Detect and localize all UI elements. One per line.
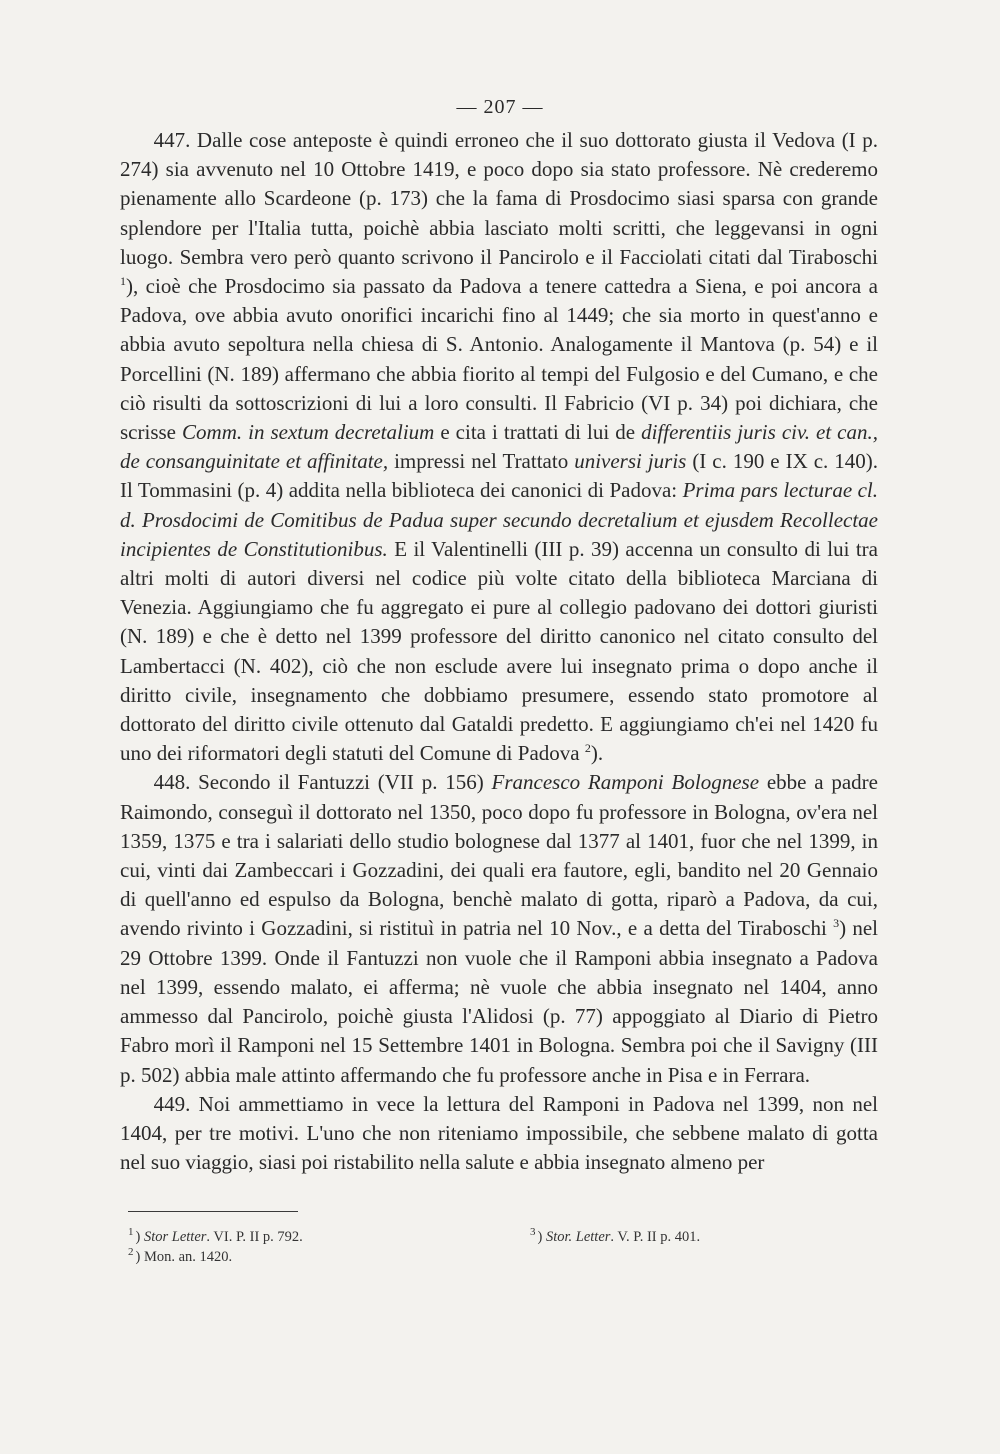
footnote-source: Stor. Letter [545,1229,611,1245]
footnote-reference: 3 [833,916,840,931]
footnote-source: Mon. an. 1420. [143,1249,233,1265]
footnote-ref: . VI. P. II p. 792. [206,1229,303,1245]
italic-title: Prima pars lecturae cl. d. Prosdocimi de Comitibus de Padua super secundo decretalium et ejusdem Recollectae incipientes de Constitutionibus. [120,478,878,561]
paragraph-448 [120,768,878,1089]
text-run: ebbe a padre Raimondo, conseguì il dottorato nel 1350, poco dopo fu professore in Bologna, ov'era nel 1359, 1375 e tra i salariati dello studio bolognese dal 1377 al 1401, fuor che nel 1399, in cui, vinti dai Zambeccari i Gozzadini, dei quali era fautore, egli, bandito nel 20 Gennaio di quell'anno ed espulso da Bologna, benchè malato di gotta, riparò a Padova, da cui, avendo rivinto i Gozzadini, si ristituì in patria nel 10 Nov., e a detta del Tiraboschi [120,770,878,941]
paragraph-449 [120,1090,878,1178]
footnote-1: $^1$ ) Stor Letter. VI. P. II p. 792. [128,1226,303,1245]
page-number: — 207 — [456,96,544,118]
footnote-ref: . V. P. II p. 401. [610,1229,701,1245]
text-run: 448. Secondo il Fantuzzi (VII p. 156) [153,770,492,795]
footnote-2: $^2$ ) Mon. an. 1420. [128,1246,233,1265]
footnote-source: Stor Letter [143,1229,207,1245]
text-run: ). [590,741,604,766]
italic-title: Francesco Ramponi Bolognese [491,770,760,795]
italic-title: universi juris [574,449,687,474]
body-text [120,126,878,1177]
paragraph-447 [120,126,878,768]
footnote-reference: 2 [584,741,591,756]
italic-title: differentiis juris civ. et can., de consanguinitate et affinitate, [120,420,878,474]
footnote-separator [128,1211,298,1212]
footnote-mark: 3 [530,1226,536,1239]
text-run: impressi nel Trattato [388,449,575,474]
text-run: ), cioè che Prosdocimo sia passato da Padova a tenere cattedra a Siena, e poi ancora a Padova, ove abbia avuto onorifici incarichi fino al 1449; che sia morto in quest'anno e abbia avuto sepoltura nella chiesa di S. Antonio. Analogamente il Mantova (p. 54) e il Porcellini (N. 189) affermano che abbia fiorito al tempi del Fulgosio e del Cumano, e che ciò risulti da sottoscrizioni di lui a loro consulti. Il Fabricio (VI p. 34) poi dichiara, che scrisse [120,274,878,445]
text-run: (I c. 190 e IX c. 140). Il Tommasini (p. 4) addita nella biblioteca dei canonici di Padova: [120,449,878,503]
text-run: 449. Noi ammettiamo in vece la lettura del Ramponi in Padova nel 1399, non nel 1404, per tre motivi. L'uno che non riteniamo impossibile, che sebbene malato di gotta nel suo viaggio, siasi poi ristabilito nella salute e abbia insegnato almeno per [120,1091,878,1175]
footnote-mark: 2 [128,1246,134,1259]
text-run: E il Valentinelli (III p. 39) accenna un consulto di lui tra altri molti di autori diversi nel codice più volte citato della biblioteca Marciana di Venezia. Aggiungiamo che fu aggregato ei pure al collegio padovano dei dottori giuristi (N. 189) e che è detto nel 1399 professore del diritto canonico nel citato consulto del Lambertacci (N. 402), ciò che non esclude avere lui insegnato prima o dopo anche il diritto civile, insegnamento che dobbiamo presumere, essendo stato promotore al dottorato del diritto civile ottenuto dal Gataldi predetto. E aggiungiamo ch'ei nel 1420 fu uno dei riformatori degli statuti del Comune di Padova [120,536,878,766]
text-run: 447. Dalle cose anteposte è quindi erroneo che il suo dottorato giusta il Vedova (I p. 274) sia avvenuto nel 10 Ottobre 1419, e poco dopo sia stato professore. Nè crederemo pienamente allo Scardeone (p. 173) che la fama di Prosdocimo siasi sparsa con grande splendore per l'Italia tutta, poichè abbia lasciato molti scritti, che leggevansi in ogni luogo. Sembra vero però quanto scrivono il Pancirolo e il Facciolati citati dal Tiraboschi [120,128,878,269]
footnote-3: $^3$ ) Stor. Letter. V. P. II p. 401. [530,1226,701,1245]
text-run: e cita i trattati di lui de [434,420,642,445]
footnote-mark: 1 [128,1226,134,1239]
italic-title: Comm. in sextum decretalium [182,420,435,445]
text-run: ) nel 29 Ottobre 1399. Onde il Fantuzzi non vuole che il Ramponi abbia insegnato a Padova nel 1399, essendo malato, ei afferma; nè vuole che abbia insegnato nel 1404, anno ammesso dal Pancirolo, poichè giusta l'Alidosi (p. 77) appoggiato al Diario di Pietro Fabro morì il Ramponi nel 15 Settembre 1401 in Bologna. Sembra poi che il Savigny (III p. 502) abbia male attinto affermando che fu professore anche in Pisa e in Ferrara. [120,916,878,1087]
footnote-reference: 1 [120,274,126,289]
